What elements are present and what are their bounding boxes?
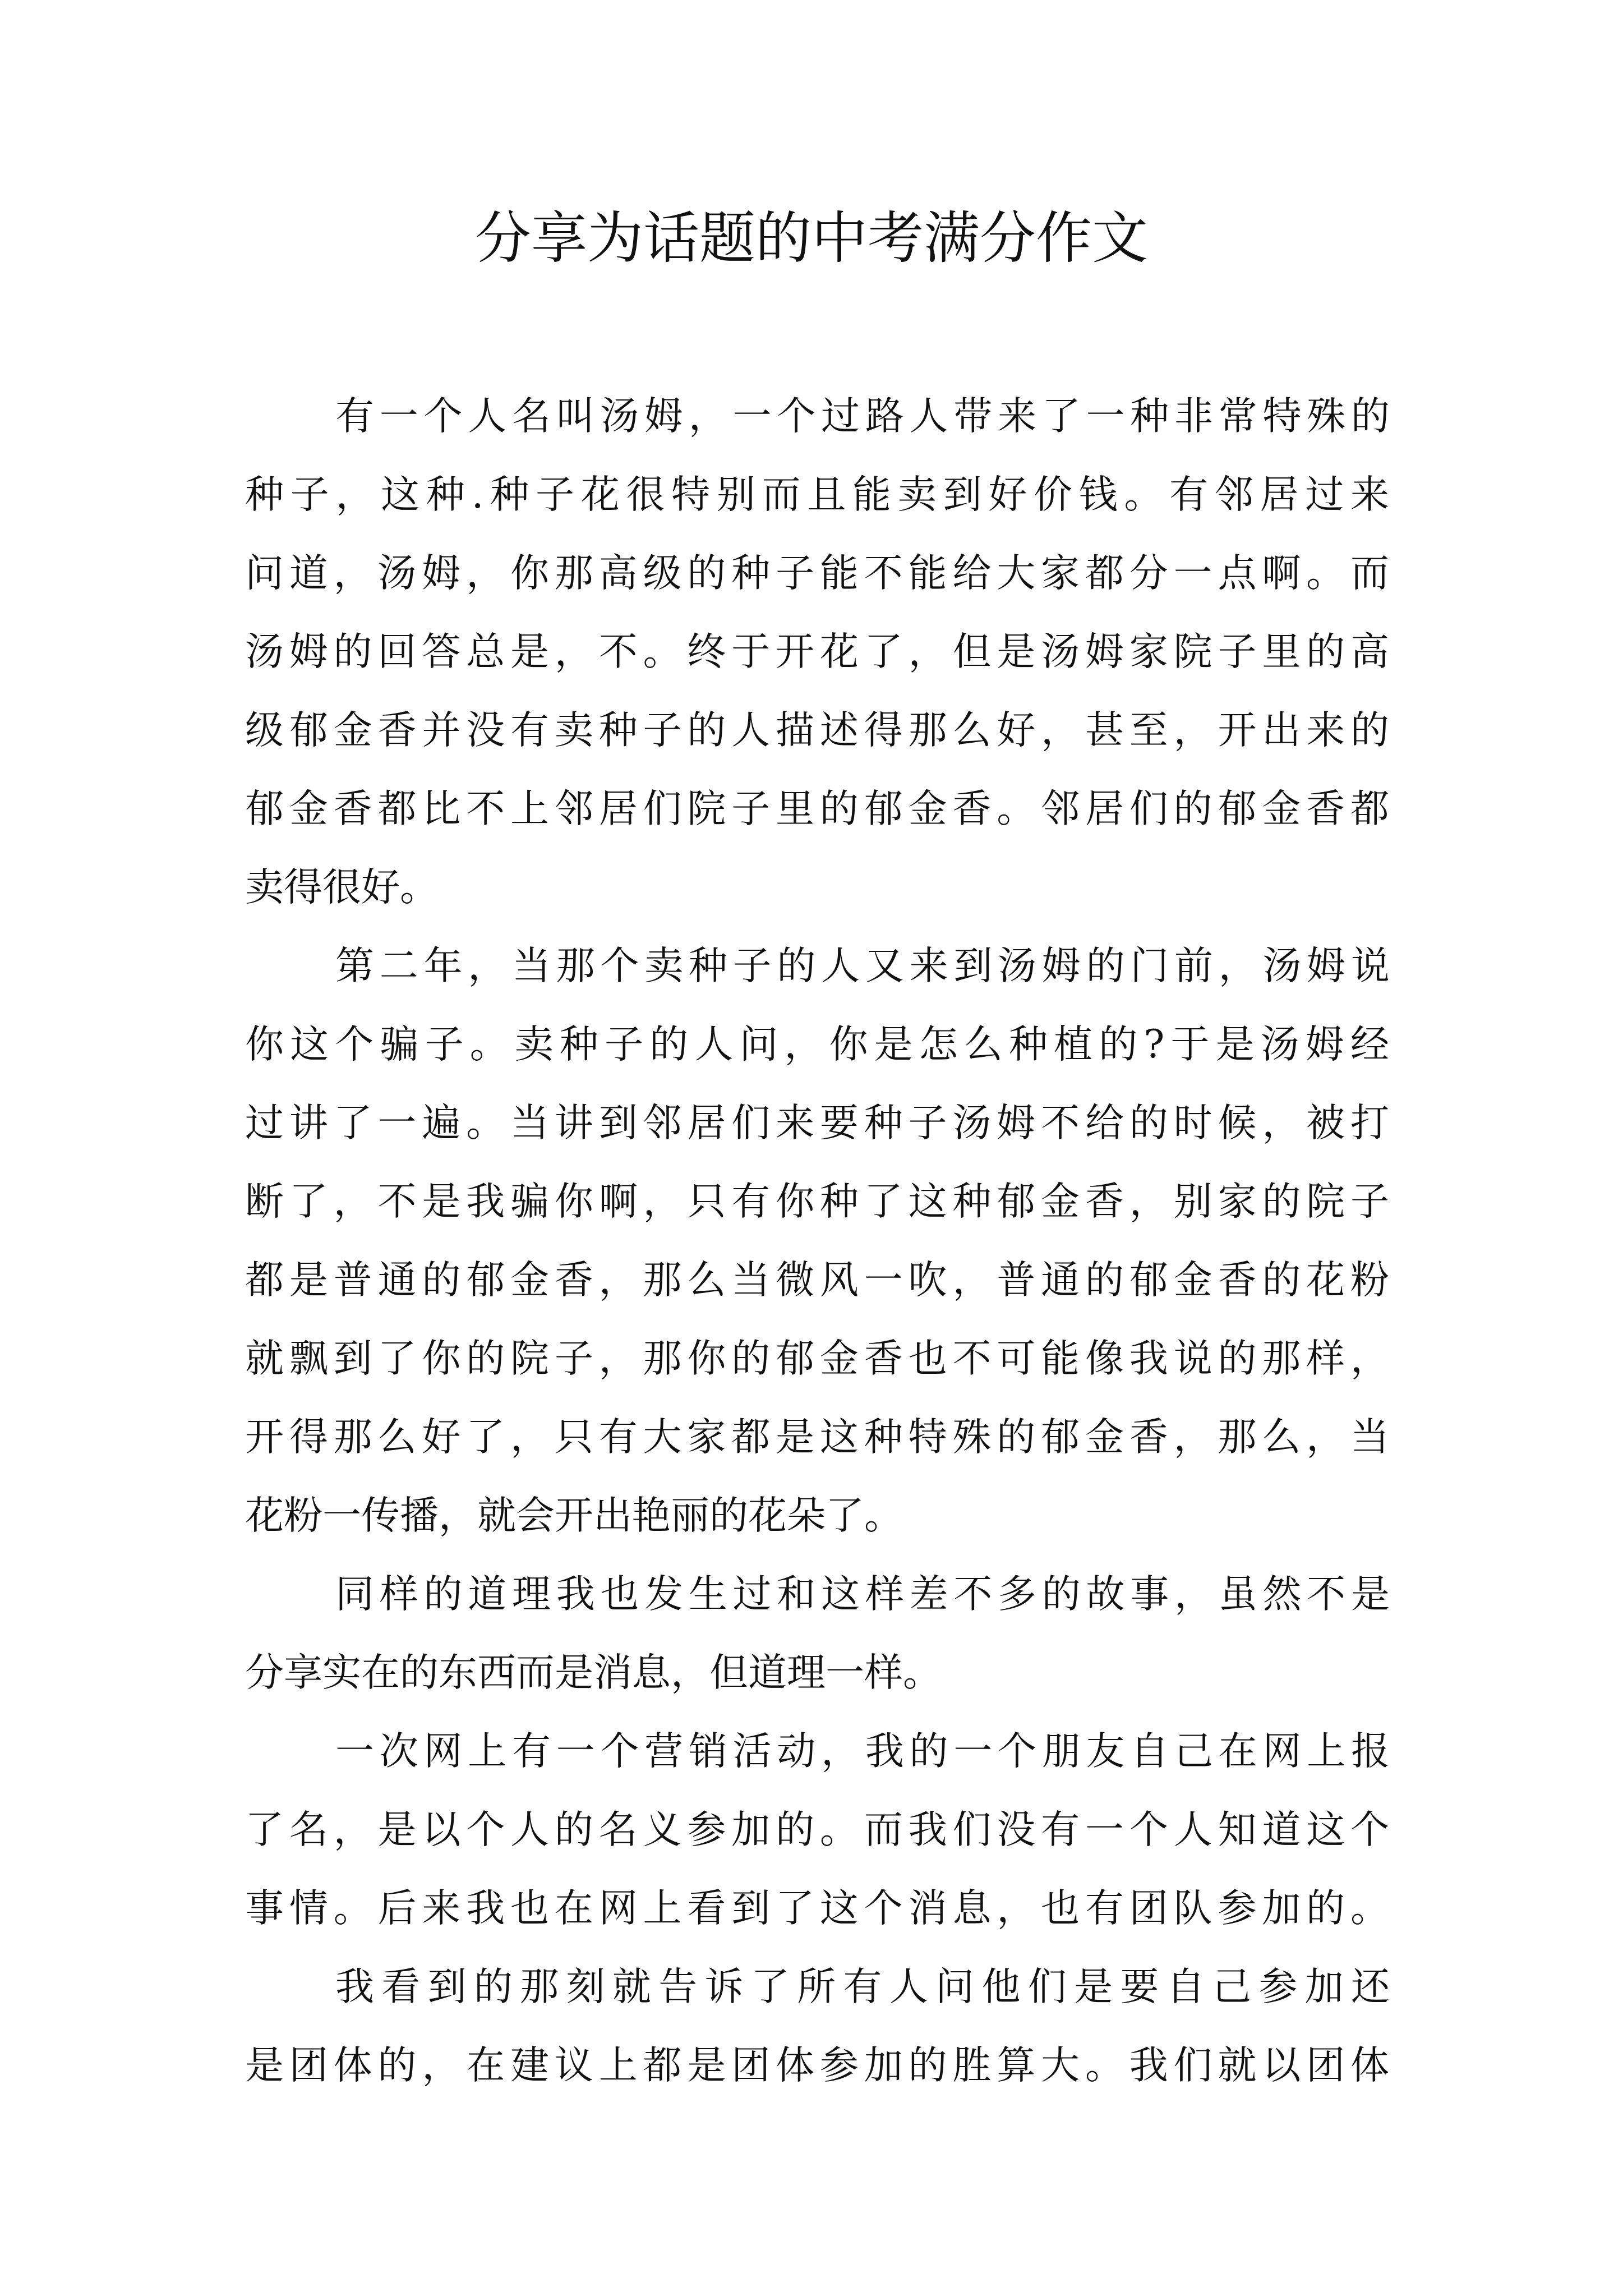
text-line: 种子，这种.种子花很特别而且能卖到好价钱。有邻居过来 <box>245 472 1389 517</box>
text-line: 第二年，当那个卖种子的人又来到汤姆的门前，汤姆说 <box>335 944 1390 988</box>
document-title: 分享为话题的中考满分作文 <box>475 205 1148 271</box>
text-line: 事情。后来我也在网上看到了这个消息，也有团队参加的。 <box>245 1886 1389 1931</box>
text-line: 就飘到了你的院子，那你的郁金香也不可能像我说的那样， <box>245 1336 1389 1381</box>
text-line: 我看到的那刻就告诉了所有人问他们是要自己参加还 <box>335 1964 1390 2009</box>
text-line: 了名，是以个人的名义参加的。而我们没有一个人知道这个 <box>245 1807 1389 1852</box>
text-line: 一次网上有一个营销活动，我的一个朋友自己在网上报 <box>335 1729 1390 1774</box>
text-line: 开得那么好了，只有大家都是这种特殊的郁金香，那么，当 <box>245 1415 1389 1460</box>
text-line: 郁金香都比不上邻居们院子里的郁金香。邻居们的郁金香都 <box>245 786 1389 831</box>
text-line: 都是普通的郁金香，那么当微风一吹，普通的郁金香的花粉 <box>245 1258 1389 1303</box>
text-line: 同样的道理我也发生过和这样差不多的故事，虽然不是 <box>335 1572 1390 1617</box>
text-line: 有一个人名叫汤姆，一个过路人带来了一种非常特殊的 <box>335 394 1390 439</box>
text-line: 级郁金香并没有卖种子的人描述得那么好，甚至，开出来的 <box>245 708 1389 753</box>
text-line: 过讲了一遍。当讲到邻居们来要种子汤姆不给的时候，被打 <box>245 1101 1389 1145</box>
text-line: 汤姆的回答总是，不。终于开花了，但是汤姆家院子里的高 <box>245 629 1389 674</box>
text-line: 分享实在的东西而是消息，但道理一样。 <box>245 1650 942 1695</box>
text-line: 是团体的，在建议上都是团体参加的胜算大。我们就以团体 <box>245 2043 1389 2088</box>
text-line: 断了，不是我骗你啊，只有你种了这种郁金香，别家的院子 <box>245 1179 1389 1224</box>
text-line: 卖得很好。 <box>245 865 439 910</box>
text-line: 花粉一传播，就会开出艳丽的花朵了。 <box>245 1493 903 1538</box>
text-line: 你这个骗子。卖种子的人问，你是怎么种植的?于是汤姆经 <box>245 1022 1389 1067</box>
text-line: 问道，汤姆，你那高级的种子能不能给大家都分一点啊。而 <box>245 551 1389 596</box>
